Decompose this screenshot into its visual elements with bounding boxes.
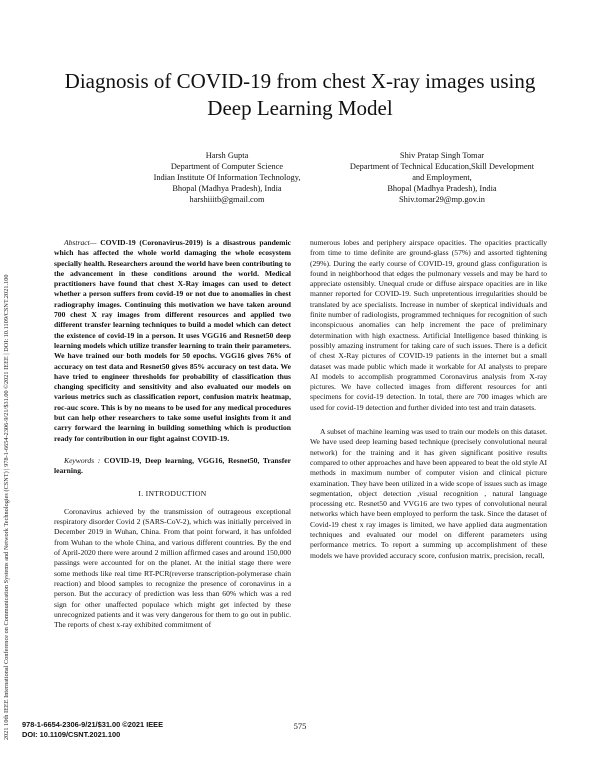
section-heading-introduction: I. INTRODUCTION (138, 488, 207, 498)
author-org: Indian Institute Of Information Technology, (153, 173, 301, 182)
author-block-2 (332, 150, 552, 205)
intro-paragraph-1-continued: numerous lobes and periphery airspace opacities. The opacities practically from time to time definite are ground-glass (57%) and assorted tightening (29%). During the early course of COVID-19, ground glass configuration is found in neighborhood that edges the pulmonary vessels and may be hard to appreciate ostensibly. Unequal crude or diffuse airspace opacities are in like manner reported for COVID-19. Such unpretentious irregularities should be translated by ace specialists. Increase in number of skeptical individuals and finite number of radiologists, programmed techniques for recognition of such inconspicuous anomalies can help increment the pace of preliminary determination with high exactness. Artificial Intelligence based thinking is possibly amazing instrument for taking care of such issues. There is a deficit of chest X-Ray pictures of COVID-19 patients in the internet but a small dataset was made public which made it workable for AI analysts to prepare AI models to accomplish programmed Coronavirus analysis from X-ray pictures. We have collected images from different resources for anti specimens for covid-19 detection. In total, there are 700 images which are used for covid-19 detection and further divided into test and train datasets. (310, 238, 547, 412)
author-place: Bhopal (Madhya Pradesh), India (387, 184, 497, 193)
right-column (310, 238, 547, 561)
abstract-text: COVID-19 (Coronavirus-2019) is a disastrous pandemic which has affected the whole world damaging the whole ecosystem specially health. Researchers around the world have been contributing to the advancement in these conditions around the world. Medical practitioners have found that chest X-Ray images can used to detect whether a person suffers from covid-19 or not due to anomalies in chest radiography images. Continuing this motivation we have taken around 700 chest X ray images from different resources and applied two different transfer learning techniques to build a model which can detect the existence of covid-19 in a person. It uses VGG16 and Resnet50 deep learning models which utilize transfer learning to train their parameters. We have trained our both models for 50 epochs. VGG16 gives 76% of accuracy on test data and Resnet50 gives 85% accuracy on test data. We have tried to engineer thresholds for probability of classification thus changing specificity and sensitivity and also evaluated our models on various metrics such as classification report, confusion matrix heatmap, roc-auc score. This is by no means to be used for any medical procedures but can help other researchers to take some useful insights from it and carry forward the learning in building something which is production ready for contribution in our fight against COVID-19. (54, 238, 291, 443)
author-block-1 (117, 150, 337, 205)
author-org: and Employment, (412, 173, 472, 182)
left-column (54, 238, 291, 630)
side-metadata-strip (0, 40, 16, 740)
author-place: Bhopal (Madhya Pradesh), India (172, 184, 282, 193)
abstract-label: Abstract— (64, 238, 97, 247)
keywords (54, 456, 291, 477)
author-email: Shiv.tomar29@mp.gov.in (399, 195, 485, 204)
abstract (54, 238, 291, 444)
author-dept: Department of Computer Science (170, 162, 284, 171)
side-metadata-text: 2021 10th IEEE International Conference on Communication Systems and Network Technologies (CSNT) | 978-1-6654-2306-9/21/$31.00 ©2021 IEEE | DOI: 10.1109/CSNT.2021.100 (3, 274, 10, 740)
footer-doi: DOI: 10.1109/CSNT.2021.100 (22, 730, 121, 739)
keywords-text: COVID-19, Deep learning, VGG16, Resnet50, Transfer learning. (54, 455, 292, 476)
footer-isbn: 978-1-6654-2306-9/21/$31.00 ©2021 IEEE (22, 720, 164, 729)
page-number: 575 (293, 721, 307, 731)
author-dept: Department of Technical Education,Skill Development (349, 162, 535, 171)
footer-left (22, 720, 163, 740)
intro-paragraph-1: Coronavirus achieved by the transmission of outrageous exceptional respiratory disorder Covid 2 (SARS-CoV-2), which was initially perceived in December 2019 in Wuhan, China. From that point forward, it has unfolded from Wuhan to the whole China, and various different countries. By the end of April-2020 there were around 2 million affirmed cases and around 150,000 passings were accounted for on the planet. At the initial stage there were some methods like real time RT-PCR(reverse transcription-polymerase chain reaction) and blood samples to recognize the presence of coronavirus in a person. But the accuracy of prediction was less than 60% which was a red sign for other unaffected populace which might get infected by these unrecognized patients and it was very dangerous for them to go out in public. The reports of chest x-ray exhibited commitment of (54, 506, 291, 630)
paper-title: Diagnosis of COVID-19 from chest X-ray images using Deep Learning Model (64, 69, 536, 120)
author-name: Harsh Gupta (205, 151, 249, 160)
keywords-label: Keywords : (64, 455, 101, 465)
author-email: harshiiitb@gmail.com (189, 195, 265, 204)
intro-paragraph-2: A subset of machine learning was used to train our models on this dataset. We have used deep learning based technique (precisely convolutional neural network) for the training and it has given significant positive results compared to other approaches and have been appeared to beat the old style AI methods in maximum number of computer vision and clinical picture examination. They have been utilized in a wide scope of issues such as image segmentation, object detection ,visual recognition , natural language processing etc. Resnet50 and VVG16 are two types of convolutional neural networks which have been employed to perform the task. Since the dataset of Covid-19 chest x ray images is limited, we have applied data augmentation techniques and evaluated our model on different parameters using performance metrics. To report a summing up accomplishment of these models we have provided accuracy score, confusion matrix, precision, recall, (310, 427, 547, 560)
author-name: Shiv Pratap Singh Tomar (399, 151, 485, 160)
